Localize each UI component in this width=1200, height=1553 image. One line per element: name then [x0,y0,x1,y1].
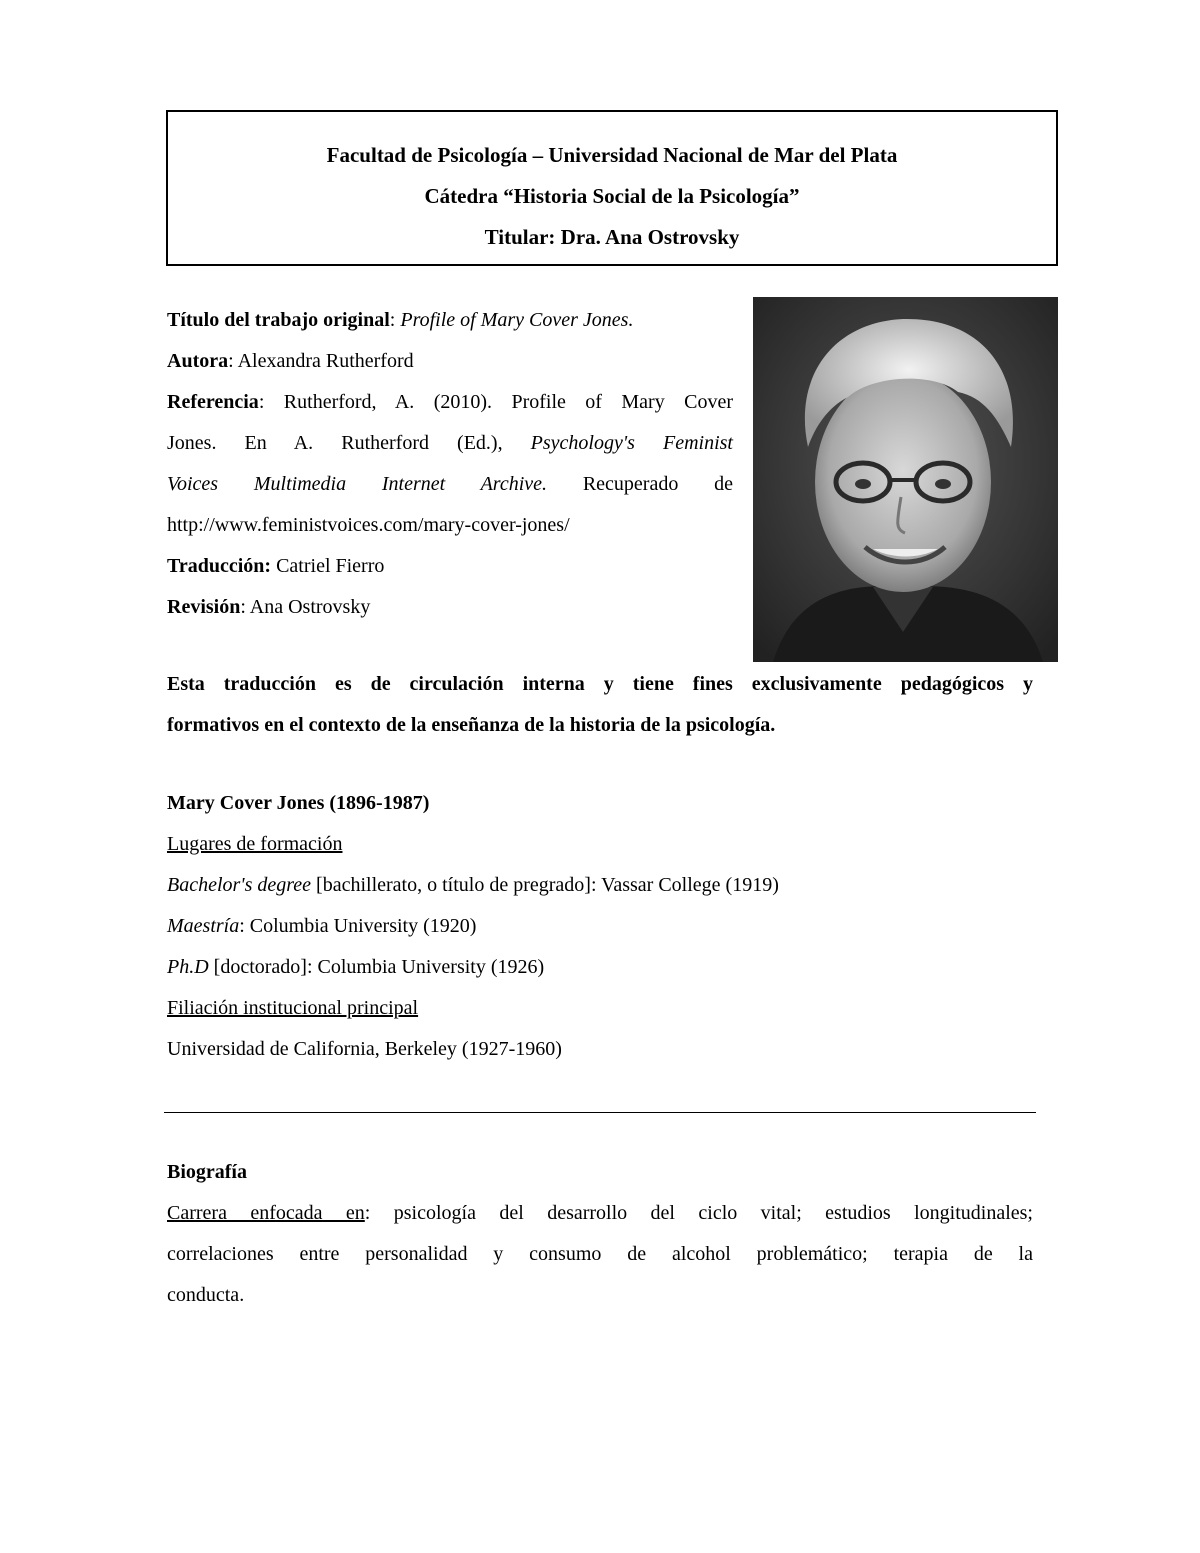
reference-line-3 [167,464,733,505]
portrait-photo [753,297,1058,662]
professor-title: Titular: Dra. Ana Ostrovsky [484,225,740,249]
notice-line-2: formativos en el contexto de la enseñanza de la historia de la psicología. [167,714,776,736]
career-line-2: correlaciones entre personalidad y consumo de alcohol problemático; terapia de la [167,1243,1033,1265]
original-title-line: Título del trabajo original: Profile of Mary Cover Jones. [167,309,634,331]
bachelor-line [167,865,1033,906]
revision-label: Revisión [167,596,241,618]
training-heading [167,824,1033,865]
translation-line [167,546,733,587]
reference-italic-2: Psychology's Feminist [530,432,733,454]
author-label: Autora [167,350,229,372]
reference-text-3: Recuperado de [582,473,733,495]
document-metadata [167,300,733,628]
reference-label: Referencia [167,391,259,413]
affiliation-heading-text: Filiación institucional principal [167,997,419,1019]
reference-text-1: Rutherford, A. (2010). Profile of Mary Cover [283,391,733,413]
reference-italic-3: Voices Multimedia Internet Archive. [167,473,548,495]
profile-section [167,783,1033,1070]
original-title-label: Título del trabajo original [167,309,390,331]
phd-line [167,947,1033,988]
affiliation-value: Universidad de California, Berkeley (1927-1960) [167,1038,562,1060]
section-divider [164,1112,1036,1113]
usage-notice [167,664,1033,746]
bachelor-value: [bachillerato, o título de pregrado]: Vassar College (1919) [316,874,779,896]
original-title-value: Profile of Mary Cover Jones. [400,309,634,331]
notice-line-1: Esta traducción es de circulación interna y tiene fines exclusivamente pedagógicos y [167,673,1033,695]
faculty-title: Facultad de Psicología – Universidad Nacional de Mar del Plata [326,143,898,167]
reference-url: http://www.feministvoices.com/mary-cover-jones/ [167,514,570,536]
training-heading-text: Lugares de formación [167,833,343,855]
portrait-illustration [753,297,1058,662]
author-line: Autora: Alexandra Rutherford [167,350,414,372]
masters-line [167,906,1033,947]
header-box [166,110,1058,266]
reference-line-2 [167,423,733,464]
profile-name [167,783,1033,824]
career-line-3: conducta. [167,1284,245,1306]
revision-line: Revisión: Ana Ostrovsky [167,596,371,618]
reference-url-line [167,505,733,546]
translation-label: Traducción: [167,555,272,577]
career-text-1: : psicología del desarrollo del ciclo vital; estudios longitudinales; [364,1202,1033,1224]
masters-label: Maestría [167,915,240,937]
biography-section [167,1152,1033,1316]
masters-value: : Columbia University (1920) [239,915,477,937]
author-value: Alexandra Rutherford [237,350,414,372]
course-title: Cátedra “Historia Social de la Psicología” [424,184,800,208]
phd-value: [doctorado]: Columbia University (1926) [213,956,545,978]
career-line-1 [167,1193,1033,1234]
reference-text-2: Jones. En A. Rutherford (Ed.), [167,432,503,454]
translation-value: Catriel Fierro [276,555,385,577]
affiliation-heading [167,988,1033,1029]
bachelor-label: Bachelor's degree [167,874,312,896]
biography-heading [167,1152,1033,1193]
reference-line-1: Referencia: Rutherford, A. (2010). Profile of Mary Cover [167,391,733,413]
profile-name-text: Mary Cover Jones (1896-1987) [167,792,430,814]
revision-value: Ana Ostrovsky [249,596,371,618]
phd-label: Ph.D [167,956,209,978]
biography-heading-text: Biografía [167,1161,247,1183]
career-label: Carrera enfocada en [167,1202,365,1224]
